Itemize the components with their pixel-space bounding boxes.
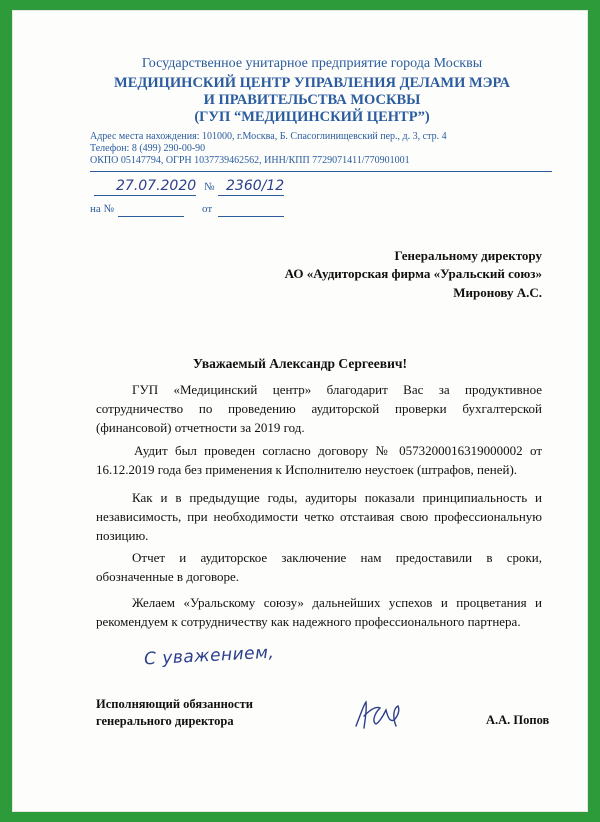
number-underline: [218, 195, 284, 196]
date-underline: [94, 195, 196, 196]
greeting: Уважаемый Александр Сергеевич!: [193, 356, 407, 371]
letter-page: [12, 10, 588, 812]
signatory-name: А.А. Попов: [486, 713, 550, 727]
org-title-line2: И ПРАВИТЕЛЬСТВА МОСКВЫ: [203, 92, 421, 108]
signatory-title-line1: Исполняющий обязанности: [96, 697, 253, 711]
handwritten-closing: С уважением,: [143, 642, 275, 670]
reference-row: [90, 203, 290, 219]
org-title-line1: МЕДИЦИНСКИЙ ЦЕНТР УПРАВЛЕНИЯ ДЕЛАМИ МЭРА: [114, 75, 510, 91]
paragraph-contract: Аудит был проведен согласно договору № 0573200016319000002 от 16.12.2019 года без применения к Исполнителю неустоек (штрафов, пеней).: [96, 443, 542, 477]
paragraph-thanks: ГУП «Медицинский центр» благодарит Вас за продуктивное сотрудничество по проведению аудиторской проверки бухгалтерской (финансовой) отчетности за 2019 год.: [96, 382, 542, 435]
org-title-line3: (ГУП “МЕДИЦИНСКИЙ ЦЕНТР”): [194, 109, 430, 125]
registration-row: [94, 178, 284, 198]
reference-number-underline: [118, 216, 184, 217]
codes-line: ОКПО 05147794, ОГРН 1037739462562, ИНН/КПП 7729071411/770901001: [90, 155, 410, 166]
reference-prefix: на №: [90, 203, 115, 215]
paragraph-report: Отчет и аудиторское заключение нам предоставили в сроки, обозначенные в договоре.: [96, 550, 542, 584]
handwritten-signature: [350, 696, 406, 736]
addressee-name: Миронову А.С.: [453, 285, 542, 300]
addressee-position: Генеральному директору: [394, 248, 542, 263]
phone-line: Телефон: 8 (499) 290-00-90: [90, 143, 206, 154]
reference-date-underline: [218, 216, 284, 217]
org-line: Государственное унитарное предприятие города Москвы: [141, 56, 483, 71]
reference-from: от: [202, 203, 213, 215]
signatory-title-line2: генерального директора: [96, 714, 234, 728]
registration-date: 27.07.2020: [116, 178, 197, 194]
header-divider: [90, 171, 552, 172]
paragraph-wishes: Желаем «Уральскому союзу» дальнейших успехов и процветания и рекомендуем к сотрудничеству как надежного профессионального партнера.: [96, 595, 542, 629]
registration-number-sign: №: [204, 181, 215, 193]
paragraph-independence: Как и в предыдущие годы, аудиторы показали принципиальность и независимость, при необходимости четко отстаивая свою профессиональную позицию.: [96, 490, 542, 543]
addressee-company: АО «Аудиторская фирма «Уральский союз»: [284, 266, 542, 281]
address-line: Адрес места нахождения: 101000, г.Москва, Б. Спасоглинищевский пер., д. 3, стр. 4: [90, 131, 447, 142]
registration-number: 2360/12: [226, 178, 285, 194]
